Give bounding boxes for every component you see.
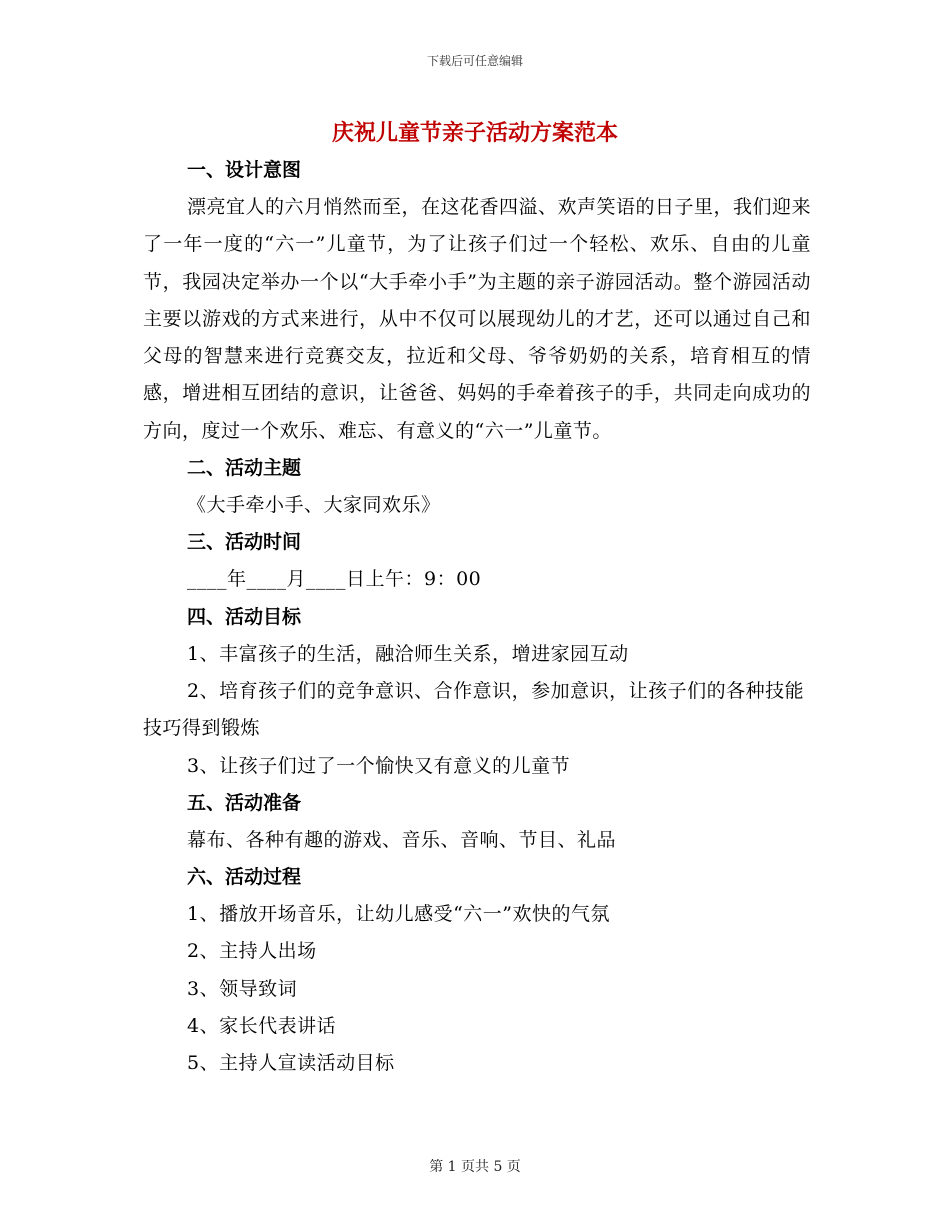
process-step: 1、播放开场音乐，让幼儿感受“六一”欢快的气氛 — [187, 903, 611, 926]
preparation-text: 幕布、各种有趣的游戏、音乐、音响、节目、礼品 — [187, 828, 617, 851]
activity-theme-text: 《大手牵小手、大家同欢乐》 — [187, 494, 441, 517]
process-step: 2、主持人出场 — [187, 940, 317, 963]
design-intent-paragraph: 漂亮宜人的六月悄然而至，在这花香四溢、欢声笑语的日子里，我们迎来了一年一度的“六一”儿童节，为了让孩子们过一个轻松、欢乐、自由的儿童节，我园决定举办一个以“大手牵小手”为主题的亲子游园活动。整个游园活动主要以游戏的方式来进行，从中不仅可以展现幼儿的才艺，还可以通过自己和父母的智慧来进行竞赛交友，拉近和父母、爷爷奶奶的关系，培育相互的情感，增进相互团结的意识，让爸爸、妈妈的手牵着孩子的手，共同走向成功的方向，度过一个欢乐、难忘、有意义的“六一”儿童节。 — [143, 196, 812, 442]
page-footer-number: 第 1 页共 5 页 — [429, 1159, 521, 1175]
section-heading-process: 六、活动过程 — [187, 866, 302, 889]
goal-item: 2、培育孩子们的竞争意识、合作意识，参加意识，让孩子们的各种技能技巧得到锻炼 — [143, 679, 805, 740]
goal-item: 3、让孩子们过了一个愉快又有意义的儿童节 — [187, 754, 571, 777]
process-step: 5、主持人宣读活动目标 — [187, 1052, 395, 1075]
section-heading-design-intent: 一、设计意图 — [187, 159, 302, 181]
section-heading-goals: 四、活动目标 — [187, 605, 302, 628]
document-title: 庆祝儿童节亲子活动方案范本 — [331, 121, 618, 146]
section-heading-preparation: 五、活动准备 — [187, 791, 302, 814]
process-step: 4、家长代表讲话 — [187, 1015, 337, 1038]
goal-item: 1、丰富孩子的生活，融洽师生关系，增进家园互动 — [187, 642, 629, 665]
activity-time-text: ____年____月____日上午：9：00 — [187, 568, 482, 591]
page-header-note: 下载后可任意编辑 — [426, 54, 523, 68]
document-body — [143, 152, 811, 1083]
section-heading-time: 三、活动时间 — [187, 531, 302, 554]
section-heading-theme: 二、活动主题 — [187, 457, 302, 480]
process-step: 3、领导致词 — [187, 977, 298, 1000]
